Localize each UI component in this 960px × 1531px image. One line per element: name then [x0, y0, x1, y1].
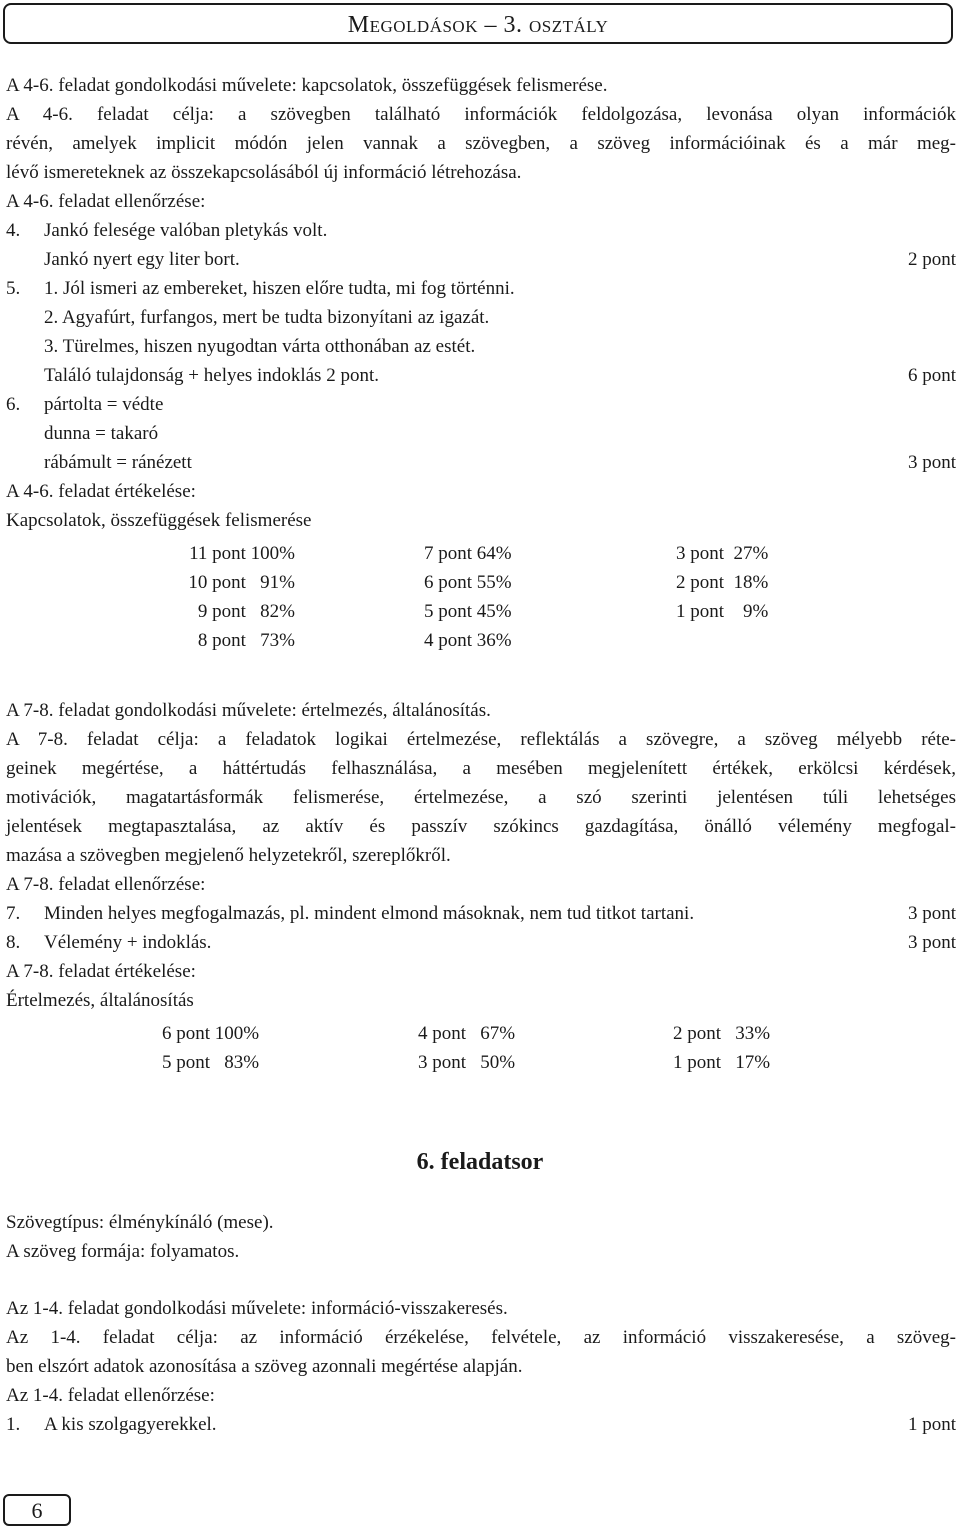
sec3-goal-line-1: Az 1-4. feladat célja: az információ érzékelése, felvétele, az információ visszakeresése, a szöveg- [6, 1327, 956, 1348]
q7-points: 3 pont [907, 903, 956, 924]
q1-points: 1 pont [907, 1414, 956, 1435]
table2-cell: 4 pont 67% [418, 1023, 516, 1044]
table1-cell: 3 pont 27% [676, 543, 769, 564]
q6-answer-b: dunna = takaró [44, 423, 159, 444]
page-number [3, 1494, 71, 1526]
q8-points: 3 pont [907, 932, 956, 953]
sec2-goal-line-3: motivációk, magatartásformák felismerése, értelmezése, a szó szerinti jelentésen túli lehetséges [6, 787, 956, 808]
q5-answer-1: 1. Jól ismeri az embereket, hiszen előre tudta, mi fog történni. [44, 278, 515, 299]
q4-answer-a: Jankó felesége valóban pletykás volt. [44, 220, 328, 241]
q6-answer-a: pártolta = védte [44, 394, 164, 415]
table1-cell: 10 pont 91% [188, 572, 295, 593]
table1-cell: 9 pont 82% [197, 601, 295, 622]
sec1-eval-heading: A 4-6. feladat értékelése: [6, 481, 196, 502]
table1-cell: 11 pont 100% [189, 543, 295, 564]
sec2-goal-line-1: A 7-8. feladat célja: a feladatok logikai értelmezése, reflektálás a szövegre, a szöveg mélyebb réte- [6, 729, 956, 750]
sec2-goal-line-5: mazása a szövegben megjelenő helyzetekről, szereplőkről. [6, 845, 451, 866]
sec2-eval-heading: A 7-8. feladat értékelése: [6, 961, 196, 982]
sec1-check-heading: A 4-6. feladat ellenőrzése: [6, 191, 206, 212]
table1-cell: 2 pont 18% [676, 572, 769, 593]
sec3-check-heading: Az 1-4. feladat ellenőrzése: [6, 1385, 215, 1406]
table1-cell: 8 pont 73% [197, 630, 295, 651]
q4-number: 4. [6, 220, 21, 241]
sec2-check-heading: A 7-8. feladat ellenőrzése: [6, 874, 206, 895]
q7-answer: Minden helyes megfogalmazás, pl. mindent elmond másoknak, nem tud titkot tartani. [44, 903, 695, 924]
table1-cell: 5 pont 45% [424, 601, 512, 622]
section-title: 6. feladatsor [416, 1149, 544, 1175]
header-title: Megoldások – 3. osztály [347, 12, 609, 38]
q5-answer-2: 2. Agyafúrt, furfangos, mert be tudta bizonyítani az igazát. [44, 307, 490, 328]
sec2-goal-line-2: geinek megértése, a háttértudás felhasználása, a mesében megjelenített értékek, erkölcsi kérdések, [6, 758, 956, 779]
sec2-goal-line-4: jelentések megtapasztalása, az aktív és passzív szókincs gazdagítása, önálló vélemény megfogal- [6, 816, 956, 837]
table2-cell: 1 pont 17% [673, 1052, 771, 1073]
q5-answer-3: 3. Türelmes, hiszen nyugodtan várta otthonában az estét. [44, 336, 476, 357]
table1-cell: 6 pont 55% [424, 572, 512, 593]
table1-cell: 7 pont 64% [424, 543, 512, 564]
q4-points: 2 pont [907, 249, 956, 270]
table2-cell: 2 pont 33% [673, 1023, 771, 1044]
sec1-goal-line-1: A 4-6. feladat célja: a szövegben található információk feldolgozása, levonása olyan információk [6, 104, 956, 125]
sec1-eval-title: Kapcsolatok, összefüggések felismerése [6, 510, 312, 531]
q4-answer-b: Jankó nyert egy liter bort. [44, 249, 240, 270]
table2-cell: 3 pont 50% [418, 1052, 516, 1073]
q5-points: 6 pont [907, 365, 956, 386]
sec2-operation: A 7-8. feladat gondolkodási művelete: értelmezés, általánosítás. [6, 700, 491, 721]
q7-number: 7. [6, 903, 21, 924]
q6-points: 3 pont [907, 452, 956, 473]
sec1-goal-line-3: lévő ismereteknek az összekapcsolásából új információ létrehozása. [6, 162, 522, 183]
q6-answer-c: rábámult = ránézett [44, 452, 192, 473]
q6-number: 6. [6, 394, 21, 415]
q8-number: 8. [6, 932, 21, 953]
q1-number: 1. [6, 1414, 21, 1435]
table1-cell: 1 pont 9% [676, 601, 769, 622]
sec1-goal-line-2: révén, amelyek implicit módón jelen vannak a szövegben, a szöveg információinak és a már meg- [6, 133, 956, 154]
q5-number: 5. [6, 278, 21, 299]
sec3-operation: Az 1-4. feladat gondolkodási művelete: információ-visszakeresés. [6, 1298, 508, 1319]
q8-answer: Vélemény + indoklás. [44, 932, 212, 953]
page-number-text: 6 [31, 1498, 43, 1523]
sec3-goal-line-2: ben elszórt adatok azonosítása a szöveg azonnali megértése alapján. [6, 1356, 523, 1377]
table2-cell: 6 pont 100% [162, 1023, 260, 1044]
sec1-operation: A 4-6. feladat gondolkodási művelete: kapcsolatok, összefüggések felismerése. [6, 75, 608, 96]
q5-scoring: Találó tulajdonság + helyes indoklás 2 pont. [44, 365, 379, 386]
table1-cell: 4 pont 36% [424, 630, 512, 651]
sec2-eval-title: Értelmezés, általánosítás [6, 990, 194, 1011]
text-form: A szöveg formája: folyamatos. [6, 1241, 240, 1262]
text-type: Szövegtípus: élménykínáló (mese). [6, 1212, 274, 1233]
page-header [3, 3, 953, 44]
table2-cell: 5 pont 83% [162, 1052, 260, 1073]
q1-answer: A kis szolgagyerekkel. [44, 1414, 217, 1435]
